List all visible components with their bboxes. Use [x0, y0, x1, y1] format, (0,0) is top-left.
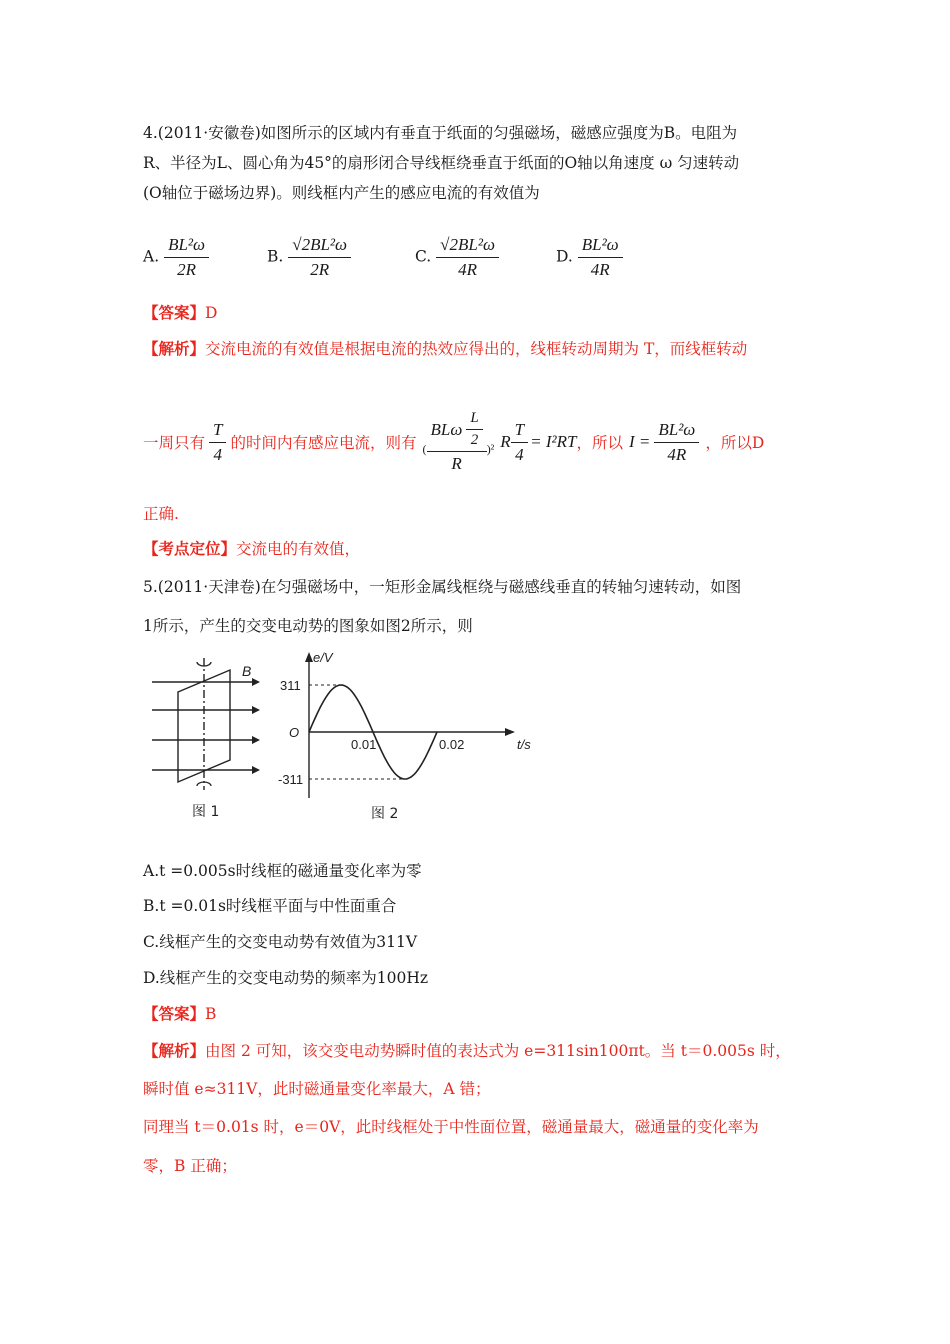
option-label: C. [415, 247, 432, 266]
analysis-text: 一周只有 [143, 434, 206, 452]
fraction-denominator: 4R [667, 444, 687, 464]
field-arrowheads [252, 678, 260, 774]
t-over-4-fraction [511, 420, 528, 465]
fraction-denominator: R [451, 454, 462, 473]
paren-open: ( [422, 441, 427, 456]
q5-option-d: D.线框产生的交变电动势的频率为100Hz [143, 969, 429, 987]
x-tick-label: 0.01 [351, 737, 377, 752]
analysis-text: 交流电流的有效值是根据电流的热效应得出的，线框转动周期为 T，而线框转动 [205, 340, 748, 358]
current-fraction [654, 420, 699, 465]
q4-answer [143, 301, 217, 323]
answer-value: B [205, 1005, 217, 1023]
rotation-arrow-bottom [197, 782, 211, 786]
q5-option-a: A.t =0.005s时线框的磁通量变化率为零 [143, 862, 422, 880]
q4-option-a [143, 235, 209, 280]
kaodian-tag: 【考点定位】 [143, 539, 237, 558]
kaodian-text: 交流电的有效值， [236, 540, 361, 558]
answer-tag: 【答案】 [143, 1004, 206, 1023]
q4-stem-line3: (O轴位于磁场边界)。则线框内产生的感应电流的有效值为 [143, 184, 540, 202]
q5-option-c: C.线框产生的交变电动势有效值为311V [143, 933, 418, 951]
answer-tag: 【答案】 [143, 303, 206, 322]
fraction-numerator: L [466, 410, 482, 430]
analysis-text: 由图 2 可知，该交变电动势瞬时值的表达式为 e=311sin100πt。当 t＝0.005s 时， [205, 1042, 791, 1060]
fraction-numerator: BL²ω [654, 420, 699, 443]
figure-1-frame-in-field [150, 652, 270, 824]
fraction-numerator: T [209, 420, 226, 443]
current-equation [629, 420, 699, 465]
y-axis-label: e/V [313, 650, 333, 665]
q4-analysis-line2 [143, 410, 764, 474]
field-label: B [242, 663, 252, 679]
fraction-numerator: BL²ω [164, 235, 209, 258]
q5-analysis-line3: 同理当 t＝0.01s 时，e＝0V，此时线框处于中性面位置，磁通量最大，磁通量的变化率为 [143, 1118, 759, 1136]
option-fraction [436, 235, 499, 280]
figure-2-caption: 图 2 [371, 806, 399, 822]
option-fraction [164, 235, 209, 280]
fraction-denominator: 4 [515, 444, 524, 464]
q4-stem-line2: R、半径为L、圆心角为45°的扇形闭合导线框绕垂直于纸面的O轴以角速度 ω 匀速转动 [143, 154, 740, 172]
origin-label: O [289, 725, 300, 740]
q4-option-d [556, 235, 623, 280]
q5-option-b: B.t =0.01s时线框平面与中性面重合 [143, 897, 397, 915]
q4-analysis-line3: 正确. [143, 505, 179, 523]
chart-layer [278, 650, 531, 822]
fraction-numerator: BL²ω [578, 235, 623, 258]
q5-analysis-line4: 零，B 正确； [143, 1157, 237, 1175]
current-symbol: I = [628, 432, 651, 451]
analysis-text: 的时间内有感应电流，则有 [230, 434, 417, 452]
fraction-numerator: T [511, 420, 528, 443]
fraction-denominator: 2 [470, 432, 479, 448]
option-fraction [578, 235, 623, 280]
q4-option-b [267, 235, 351, 280]
l-over-2-fraction [466, 410, 482, 449]
analysis-tag: 【解析】 [143, 1041, 206, 1060]
heat-equation [423, 410, 577, 474]
paren-close: )² [486, 441, 495, 456]
option-label: D. [556, 247, 573, 266]
q5-analysis-line2: 瞬时值 e≈311V，此时磁通量变化率最大，A 错； [143, 1080, 491, 1098]
answer-value: D [205, 304, 218, 322]
q4-kaodian [143, 537, 360, 559]
fraction-numerator: √2BL²ω [288, 235, 351, 258]
y-tick-label: -311 [278, 772, 304, 787]
q4-analysis-line1 [143, 337, 747, 359]
resistance-symbol: R [500, 432, 511, 451]
t-over-4-fraction [209, 420, 226, 465]
q4-option-c [415, 235, 499, 280]
fraction-denominator: 2R [310, 260, 330, 279]
fraction-numerator: √2BL²ω [436, 235, 499, 258]
fraction-numerator [427, 410, 487, 452]
figure-2-emf-chart [278, 648, 531, 826]
y-tick-label: 311 [280, 678, 301, 693]
option-label: A. [143, 247, 160, 266]
numerator-left: BLω [430, 419, 463, 439]
equation-rhs: = I²RT [530, 432, 577, 451]
q5-answer [143, 1002, 216, 1024]
blw-fraction [427, 410, 487, 474]
q5-analysis-line1 [143, 1039, 791, 1061]
fraction-denominator: 4 [213, 444, 222, 464]
q5-stem-line2: 1所示，产生的交变电动势的图象如图2所示，则 [143, 617, 473, 635]
figure-1-caption: 图 1 [192, 804, 220, 820]
option-fraction [288, 235, 351, 280]
q5-stem-line1: 5.(2011·天津卷)在匀强磁场中，一矩形金属线框绕与磁感线垂直的转轴匀速转动，如图 [143, 578, 742, 596]
fraction-denominator: 4R [458, 260, 477, 279]
y-axis-arrow [305, 652, 313, 662]
analysis-text: ，所以D [705, 434, 765, 452]
x-axis-label: t/s [517, 737, 531, 752]
option-label: B. [267, 247, 284, 266]
analysis-text: ，所以 [576, 434, 623, 452]
x-tick-label: 0.02 [439, 737, 465, 752]
x-axis-arrow [505, 728, 515, 736]
q4-stem-line1: 4.(2011·安徽卷)如图所示的区域内有垂直于纸面的匀强磁场，磁感应强度为B。电阻为 [143, 124, 738, 142]
fraction-denominator: 2R [177, 260, 196, 279]
fraction-denominator: 4R [590, 260, 610, 279]
analysis-tag: 【解析】 [143, 339, 206, 358]
